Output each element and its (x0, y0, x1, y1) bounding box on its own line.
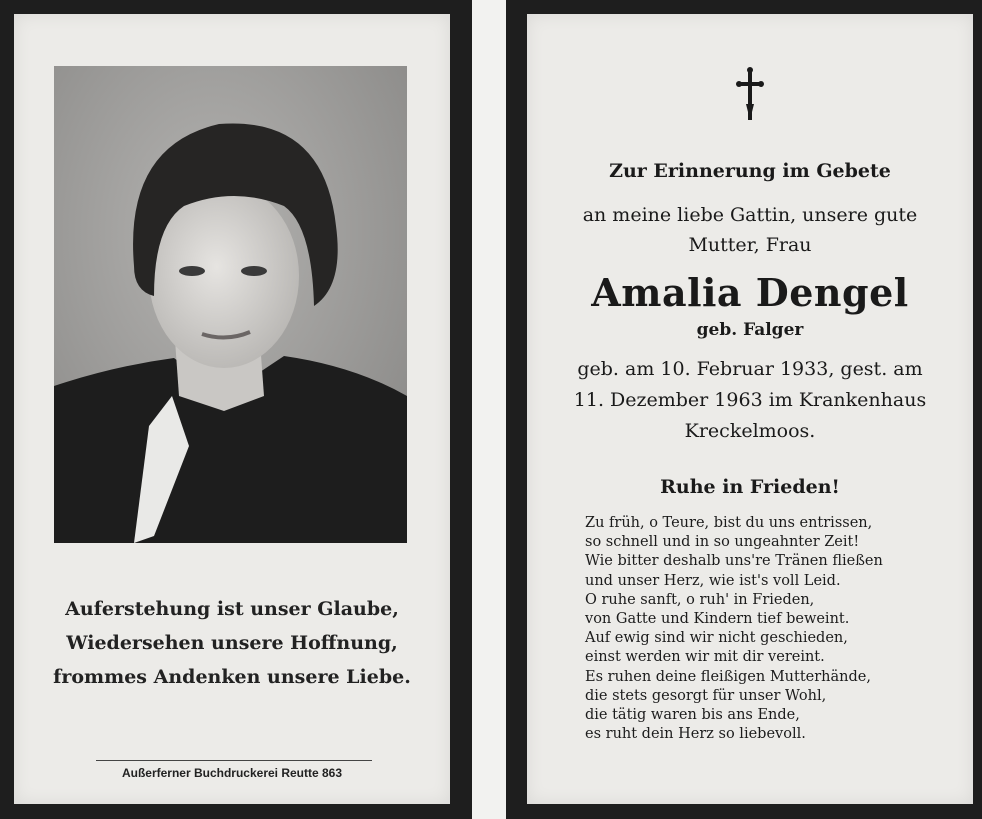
dates-line: geb. am 10. Februar 1933, gest. am (577, 358, 923, 380)
memorial-poem (585, 514, 955, 744)
quote-line: Wiedersehen unsere Hoffnung, (66, 632, 398, 654)
memorial-title: Zur Erinnerung im Gebete (609, 160, 891, 182)
poem-line: so schnell und in so ungeahnter Zeit! (585, 534, 860, 551)
life-dates (527, 354, 973, 447)
printer-imprint: Außerferner Buchdruckerei Reutte 863 (121, 766, 343, 780)
quote-line: Auferstehung ist unser Glaube, (65, 598, 399, 620)
poem-line: Es ruhen deine fleißigen Mutterhände, (585, 668, 871, 685)
poem-line: die tätig waren bis ans Ende, (585, 707, 800, 724)
left-card-panel (14, 14, 450, 804)
cross-icon (736, 66, 764, 122)
portrait-photo (54, 66, 407, 543)
dedication-text (527, 200, 973, 260)
dates-line: 11. Dezember 1963 im Krankenhaus (573, 389, 927, 411)
dedication-line: an meine liebe Gattin, unsere gute (582, 204, 918, 226)
poem-line: Auf ewig sind wir nicht geschieden, (585, 630, 848, 647)
quote-line: frommes Andenken unsere Liebe. (53, 666, 411, 688)
deceased-name: Amalia Dengel (591, 270, 909, 315)
poem-line: einst werden wir mit dir vereint. (585, 649, 825, 666)
poem-line: Wie bitter deshalb uns're Tränen fließen (585, 553, 883, 570)
rest-in-peace: Ruhe in Frieden! (660, 476, 840, 498)
poem-line: O ruhe sanft, o ruh' in Frieden, (585, 591, 815, 608)
poem-line: es ruht dein Herz so liebevoll. (585, 726, 806, 743)
faith-quote (14, 592, 450, 694)
card-fold-gutter (472, 0, 506, 819)
right-card-panel (527, 14, 973, 804)
dates-line: Kreckelmoos. (684, 420, 816, 442)
dedication-line: Mutter, Frau (688, 234, 812, 256)
poem-line: Zu früh, o Teure, bist du uns entrissen, (585, 515, 873, 531)
poem-line: von Gatte und Kindern tief beweint. (585, 611, 850, 628)
portrait-illustration (54, 66, 407, 543)
poem-line: die stets gesorgt für unser Wohl, (585, 687, 827, 704)
birth-name: geb. Falger (696, 320, 804, 340)
printer-divider (96, 760, 372, 761)
poem-line: und unser Herz, wie ist's voll Leid. (585, 572, 841, 589)
